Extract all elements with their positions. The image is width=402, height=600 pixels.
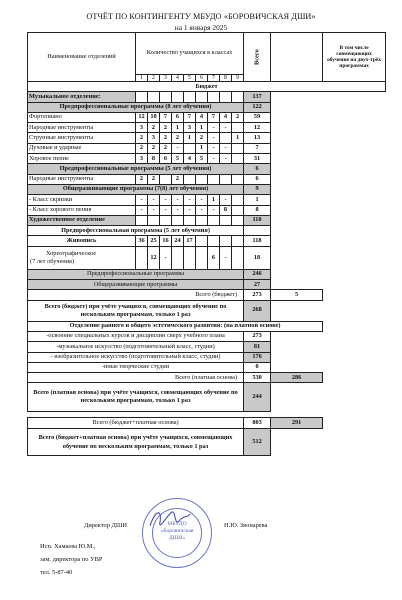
- class-count: -: [172, 195, 184, 205]
- class-count: [172, 246, 184, 269]
- paid-multi-label: Всего (платная основа) при учёте учащихся, совмещающих обучение по нескольким программам, только 1 раз: [28, 383, 244, 412]
- class-count: [196, 92, 208, 102]
- row-total: 18: [244, 246, 271, 269]
- row-label: Фортепиано: [28, 112, 136, 122]
- section-label: Предпрофессиональные программы (5 лет обучения): [28, 164, 244, 174]
- class-count: 2: [148, 143, 160, 153]
- class-count: [220, 174, 232, 184]
- class-count: -: [184, 195, 196, 205]
- class-count: 36: [136, 236, 148, 246]
- class-count: [148, 92, 160, 102]
- grand-multi-row: [28, 428, 386, 455]
- row-extra: [271, 205, 386, 215]
- summary-total: 246: [244, 269, 271, 279]
- class-count: -: [220, 195, 232, 205]
- class-count: 3: [148, 133, 160, 143]
- paid-extra: [271, 331, 323, 341]
- class-count: -: [196, 205, 208, 215]
- class-count: [196, 246, 208, 269]
- class-count: [232, 246, 244, 269]
- class-count: -: [208, 143, 220, 153]
- summary-row: [28, 280, 386, 290]
- blank: [323, 418, 386, 428]
- row-total: 118: [244, 236, 271, 246]
- budget-multi-row: [28, 300, 386, 321]
- summary-total: 273: [244, 290, 271, 300]
- budget-title-row: [28, 82, 386, 92]
- class-count: -: [220, 246, 232, 269]
- class-count: [184, 143, 196, 153]
- class-count: [160, 215, 172, 225]
- paid-total: 0: [244, 362, 271, 372]
- row-extra: [271, 143, 386, 153]
- paid-multi-total: 244: [244, 383, 271, 412]
- summary-extra: [271, 269, 323, 279]
- paid-label: - изобразительное искусство (подготовительный класс, студии): [28, 352, 244, 362]
- class-count: 10: [148, 112, 160, 122]
- class-count: 5: [196, 154, 208, 164]
- class-count: [232, 123, 244, 133]
- executor-position: зам. директора по УВР: [40, 556, 103, 563]
- class-count: [172, 92, 184, 102]
- row-total: 31: [244, 154, 271, 164]
- choreo-line1: Хореографическое: [46, 250, 97, 258]
- class-count: 3: [136, 154, 148, 164]
- class-count: 12: [148, 246, 160, 269]
- row-total: 6: [244, 174, 271, 184]
- class-count: 4: [184, 154, 196, 164]
- class-count: 2: [172, 174, 184, 184]
- table-row: [28, 174, 386, 184]
- row-label: Живопись: [28, 236, 136, 246]
- class-count: [136, 92, 148, 102]
- class-count: 1: [196, 123, 208, 133]
- class-count: [184, 246, 196, 269]
- class-count: -: [220, 123, 232, 133]
- class-count: 1: [172, 123, 184, 133]
- class-number: 7: [208, 74, 220, 81]
- class-count: [232, 154, 244, 164]
- paid-extra: [271, 362, 323, 372]
- class-count: -: [160, 205, 172, 215]
- class-count: 7: [160, 112, 172, 122]
- class-count: 8: [148, 154, 160, 164]
- class-count: 7: [184, 112, 196, 122]
- class-count: [208, 92, 220, 102]
- class-count: [184, 92, 196, 102]
- row-extra: [271, 164, 386, 174]
- summary-row: [28, 290, 386, 300]
- budget-multi-label: Всего (бюджет) при учёте учащихся, совмещающих обучение по нескольким программам, только 1 раз: [28, 300, 244, 321]
- class-count: -: [184, 205, 196, 215]
- class-count: 2: [148, 174, 160, 184]
- director-title: Директор ДШИ: [84, 522, 127, 529]
- class-count: 2: [196, 133, 208, 143]
- class-count: [208, 236, 220, 246]
- blank: [323, 269, 386, 279]
- table-row: [28, 112, 386, 122]
- class-count: [220, 236, 232, 246]
- summary-label: Общеразвивающие программы: [28, 280, 244, 290]
- row-total: 118: [244, 215, 271, 225]
- class-number: 3: [160, 74, 172, 81]
- class-count: [232, 195, 244, 205]
- class-count: -: [172, 205, 184, 215]
- class-count: 2: [232, 112, 244, 122]
- paid-row: [28, 352, 386, 362]
- blank: [323, 331, 386, 341]
- table-row: [28, 205, 386, 215]
- class-count: [160, 174, 172, 184]
- class-count: [184, 174, 196, 184]
- class-count: [232, 174, 244, 184]
- class-count: [220, 215, 232, 225]
- table-row: [28, 133, 386, 143]
- row-extra: [271, 236, 386, 246]
- row-label: Музыкальное отделение:: [28, 92, 136, 102]
- row-label: - Класс скрипки: [28, 195, 136, 205]
- class-count: [232, 143, 244, 153]
- paid-title: Отделение раннего и общего эстетического развития: (на платной основе): [28, 321, 323, 331]
- paid-label: -освоение специальных курсов и дисциплин сверх учебного плана: [28, 331, 244, 341]
- stamp-text: МБУДО «Боровичская ДШИ»: [160, 521, 194, 541]
- director-name: Н.Ю. Звонарева: [224, 522, 268, 529]
- class-count: 24: [172, 236, 184, 246]
- class-count: 2: [160, 143, 172, 153]
- class-count: 1: [208, 195, 220, 205]
- choreo-row: [28, 246, 386, 269]
- summary-label: Всего (бюджет): [28, 290, 244, 300]
- row-label: - Класс хорового пения: [28, 205, 136, 215]
- paid-total: 176: [244, 352, 271, 362]
- grand-row: [28, 418, 386, 428]
- class-count: [208, 215, 220, 225]
- class-count: -: [172, 143, 184, 153]
- table-row: [28, 102, 386, 112]
- class-count: 3: [184, 123, 196, 133]
- budget-title: Бюджет: [28, 82, 386, 92]
- class-count: 3: [136, 123, 148, 133]
- class-count: [232, 215, 244, 225]
- class-count: [136, 246, 148, 269]
- class-count: -: [208, 154, 220, 164]
- class-count: 7: [208, 112, 220, 122]
- class-count: -: [148, 195, 160, 205]
- class-count: -: [208, 133, 220, 143]
- blank: [323, 321, 386, 331]
- table-row: [28, 195, 386, 205]
- class-count: [232, 236, 244, 246]
- class-count: -: [220, 154, 232, 164]
- paid-total: 530: [244, 373, 271, 383]
- row-label: Хоровое пение: [28, 154, 136, 164]
- class-count: [160, 92, 172, 102]
- class-count: 2: [136, 133, 148, 143]
- row-label: Народные инструменты: [28, 123, 136, 133]
- section-label: Общеразвивающие программы (7(8) лет обучения): [28, 184, 244, 194]
- paid-label: -музыкальное искусство (подготовительный класс, студии): [28, 342, 244, 352]
- paid-title-row: [28, 321, 386, 331]
- table-row: [28, 215, 386, 225]
- paid-extra: [271, 342, 323, 352]
- row-total: 8: [244, 205, 271, 215]
- row-total: 137: [244, 92, 271, 102]
- report-date: на 1 января 2025: [174, 23, 228, 32]
- row-extra: [271, 226, 386, 236]
- class-count: [148, 215, 160, 225]
- summary-label: Предпрофессиональные программы: [28, 269, 244, 279]
- class-count: [196, 215, 208, 225]
- class-count: 1: [196, 143, 208, 153]
- class-count: -: [196, 195, 208, 205]
- paid-total: 81: [244, 342, 271, 352]
- class-count: [220, 133, 232, 143]
- blank: [323, 352, 386, 362]
- paid-total: 273: [244, 331, 271, 341]
- table-row: [28, 154, 386, 164]
- blank: [271, 383, 386, 412]
- paid-row: [28, 342, 386, 352]
- empty-header: [271, 33, 323, 82]
- row-extra: [271, 102, 386, 112]
- class-number: 1: [136, 74, 148, 81]
- class-count: 2: [136, 174, 148, 184]
- class-count: 6: [208, 246, 220, 269]
- executor-name: Исп. Хамаева Ю.М.,: [40, 543, 96, 550]
- row-extra: [271, 154, 386, 164]
- report-title: ОТЧЁТ ПО КОНТИНГЕНТУ МБУДО «БОРОВИЧСКАЯ ДШИ»: [86, 12, 316, 21]
- executor-phone: тел. 5-87-40: [40, 569, 73, 576]
- row-label: Народные инструменты: [28, 174, 136, 184]
- class-count: [172, 215, 184, 225]
- blank: [323, 373, 386, 383]
- class-count: 2: [136, 143, 148, 153]
- row-extra: [271, 195, 386, 205]
- row-extra: [271, 112, 386, 122]
- summary-extra: [271, 280, 323, 290]
- row-total: 13: [244, 133, 271, 143]
- class-number: 2: [148, 74, 160, 81]
- class-count: -: [160, 195, 172, 205]
- row-extra: [271, 123, 386, 133]
- blank: [271, 428, 386, 455]
- dept-header: Наименование отделений: [28, 33, 136, 82]
- blank: [323, 290, 386, 300]
- row-extra: [271, 92, 386, 102]
- class-count: [184, 215, 196, 225]
- paid-row: [28, 373, 386, 383]
- class-count: 25: [148, 236, 160, 246]
- class-count: 2: [160, 123, 172, 133]
- class-count: -: [220, 143, 232, 153]
- class-count: -: [148, 205, 160, 215]
- grand-multi-total: 512: [244, 428, 271, 455]
- summary-extra: 5: [271, 290, 323, 300]
- class-count: 2: [172, 133, 184, 143]
- choreo-line2: (7 лет обучения): [30, 257, 75, 265]
- total-header: Всего: [244, 33, 271, 82]
- paid-extra: [271, 352, 323, 362]
- class-count: 12: [136, 112, 148, 122]
- blank: [323, 342, 386, 352]
- row-extra: [271, 215, 386, 225]
- table-row: [28, 184, 386, 194]
- classes-header: Количество учащихся в классах: [136, 33, 244, 75]
- class-number: 9: [232, 74, 244, 81]
- class-count: 16: [160, 236, 172, 246]
- class-count: [232, 205, 244, 215]
- paid-extra: 286: [271, 373, 323, 383]
- class-number: 8: [220, 74, 232, 81]
- section-label: Предпрофессиональная программа (5 лет обучения): [28, 226, 244, 236]
- row-extra: [271, 184, 386, 194]
- header-row: [28, 33, 386, 75]
- grand-label: Всего (бюджет+платная основа): [28, 418, 244, 428]
- blank: [323, 362, 386, 372]
- paid-row: [28, 362, 386, 372]
- class-count: 4: [220, 112, 232, 122]
- choreo-label: [28, 246, 136, 269]
- row-extra: [271, 133, 386, 143]
- paid-row: [28, 331, 386, 341]
- budget-multi-total: 268: [244, 300, 271, 321]
- row-total: 122: [244, 102, 271, 112]
- class-count: 1: [184, 133, 196, 143]
- class-count: 17: [184, 236, 196, 246]
- class-count: 5: [172, 154, 184, 164]
- class-count: [136, 215, 148, 225]
- row-label: Струнные инструменты: [28, 133, 136, 143]
- row-total: 9: [244, 184, 271, 194]
- class-count: 2: [148, 123, 160, 133]
- section-label: Предпрофессиональные программы (8 лет обучения): [28, 102, 244, 112]
- class-count: -: [136, 205, 148, 215]
- table-row: [28, 226, 386, 236]
- contingent-table: [27, 32, 386, 456]
- class-count: 6: [160, 154, 172, 164]
- table-row: [28, 92, 386, 102]
- class-number: 5: [184, 74, 196, 81]
- row-total: 1: [244, 195, 271, 205]
- class-count: 1: [232, 133, 244, 143]
- row-label: Художественное отделение: [28, 215, 136, 225]
- class-count: -: [160, 246, 172, 269]
- summary-total: 27: [244, 280, 271, 290]
- row-total: [244, 226, 271, 236]
- class-count: [220, 92, 232, 102]
- class-count: 2: [160, 133, 172, 143]
- class-count: -: [208, 205, 220, 215]
- row-total: 12: [244, 123, 271, 133]
- blank: [323, 280, 386, 290]
- grand-multi-label: Всего (бюджет+платная основа) при учёте учащихся, совмещающих обучение по нескольким программам, только 1 раз: [28, 428, 244, 455]
- paid-multi-row: [28, 383, 386, 412]
- blank: [271, 300, 386, 321]
- row-total: 59: [244, 112, 271, 122]
- row-extra: [271, 174, 386, 184]
- table-row: [28, 123, 386, 133]
- class-count: [232, 92, 244, 102]
- class-number: 6: [196, 74, 208, 81]
- class-count: 4: [196, 112, 208, 122]
- row-extra: [271, 246, 386, 269]
- class-count: [208, 174, 220, 184]
- director-signature: [148, 506, 192, 534]
- table-row: [28, 236, 386, 246]
- row-label: Духовые и ударные: [28, 143, 136, 153]
- class-number: 4: [172, 74, 184, 81]
- grand-total: 803: [244, 418, 271, 428]
- summary-row: [28, 269, 386, 279]
- table-row: [28, 164, 386, 174]
- class-count: 6: [172, 112, 184, 122]
- class-count: 8: [220, 205, 232, 215]
- multi-header: В том числе совмещающих обучение на двух-трёх программах: [323, 33, 386, 82]
- class-count: [196, 174, 208, 184]
- row-total: 6: [244, 164, 271, 174]
- row-total: 7: [244, 143, 271, 153]
- class-count: -: [208, 123, 220, 133]
- class-count: -: [136, 195, 148, 205]
- grand-extra: 291: [271, 418, 323, 428]
- paid-label: -иные творческие студии: [28, 362, 244, 372]
- paid-label: Всего (платная основа): [28, 373, 244, 383]
- class-count: [196, 236, 208, 246]
- table-row: [28, 143, 386, 153]
